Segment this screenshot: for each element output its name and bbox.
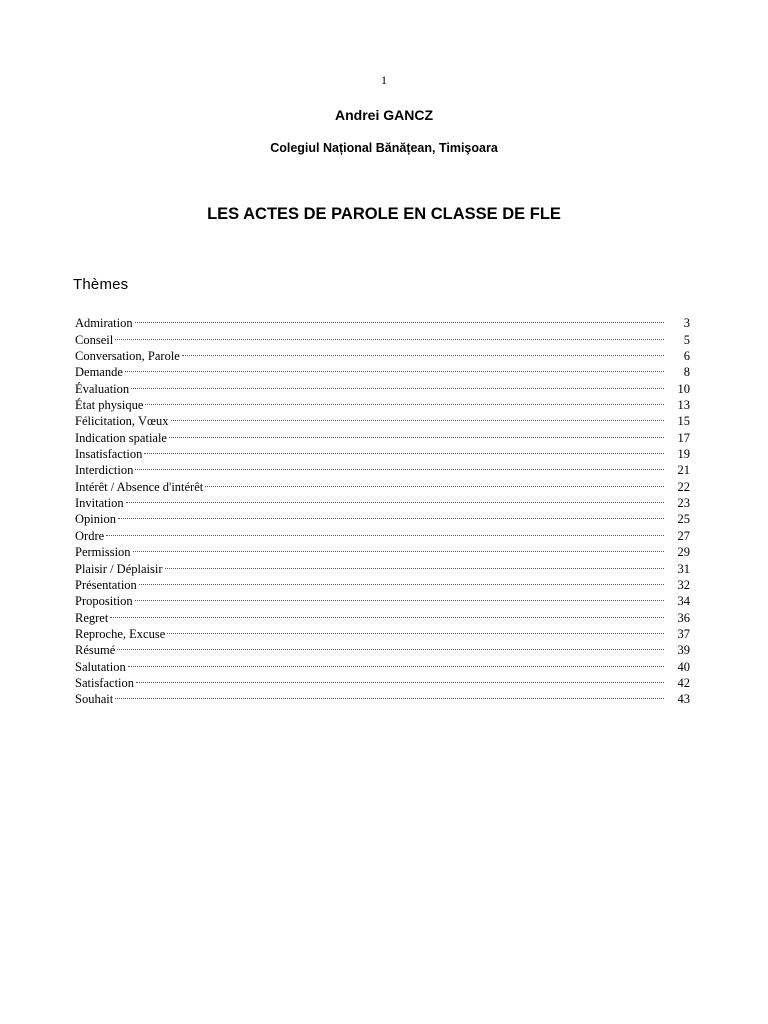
toc-dot-leader [117,638,664,654]
toc-entry[interactable] [75,507,690,527]
toc-dot-leader [144,442,664,458]
toc-dot-leader [135,458,664,474]
toc-entry-label: Félicitation, Vœux [75,414,169,429]
toc-entry[interactable] [75,393,690,413]
toc-entry-label: Satisfaction [75,675,135,690]
toc-dot-leader [125,360,664,376]
toc-dot-leader [126,491,664,507]
toc-entry[interactable] [75,654,690,674]
toc-entry-page: 13 [677,398,690,413]
toc-entry[interactable] [75,622,690,641]
toc-entry-page: 27 [677,528,690,543]
toc-entry-label: Admiration [75,316,133,331]
toc-entry[interactable] [75,409,690,429]
toc-entry[interactable] [75,344,690,364]
toc-entry-label: Ordre [75,528,105,543]
toc-entry[interactable] [75,311,690,331]
toc-dot-leader [165,556,665,572]
toc-entry-label: Présentation [75,577,137,592]
toc-entry-label: Intérêt / Absence d'intérêt [75,479,204,494]
toc-entry[interactable] [75,327,690,347]
toc-entry[interactable] [75,556,690,576]
toc-dot-leader [145,393,664,409]
toc-entry[interactable] [75,442,690,462]
toc-entry-page: 5 [683,332,690,347]
section-heading: Thèmes [73,276,129,293]
toc-entry-page: 17 [677,430,690,445]
toc-entry-label: Proposition [75,594,133,609]
toc-entry[interactable] [75,573,690,592]
toc-entry-label: Interdiction [75,463,134,478]
author-name: Andrei GANCZ [335,107,433,123]
toc-entry-page: 21 [677,463,690,478]
toc-entry[interactable] [75,671,690,690]
toc-entry-page: 42 [677,675,690,690]
toc-entry-page: 10 [677,381,690,396]
toc-dot-leader [133,540,664,556]
toc-dot-leader [205,474,664,490]
toc-entry-page: 19 [677,447,690,462]
toc-entry-label: Salutation [75,659,126,674]
toc-entry-label: Regret [75,610,109,625]
toc-entry-page: 34 [677,594,690,609]
toc-entry-label: Résumé [75,643,116,658]
toc-dot-leader [131,376,664,392]
toc-entry-page: 3 [683,316,690,331]
toc-dot-leader [182,344,664,360]
toc-entry-page: 29 [677,545,690,560]
toc-entry-label: Conseil [75,332,114,347]
toc-entry-page: 40 [677,659,690,674]
toc-entry-page: 32 [677,577,690,592]
toc-entry-label: Évaluation [75,381,130,396]
toc-entry-page: 23 [677,496,690,511]
toc-entry-label: Invitation [75,496,124,511]
toc-entry[interactable] [75,523,690,543]
toc-entry-page: 36 [677,610,690,625]
toc-dot-leader [118,507,664,523]
toc-entry-page: 22 [677,479,690,494]
toc-dot-leader [128,654,664,670]
toc-entry-page: 15 [677,414,690,429]
toc-entry[interactable] [75,458,690,478]
toc-entry-label: Reproche, Excuse [75,626,166,641]
toc-entry[interactable] [75,687,690,707]
toc-entry[interactable] [75,491,690,511]
toc-entry-page: 37 [677,626,690,641]
toc-entry-label: Plaisir / Déplaisir [75,561,163,576]
toc-dot-leader [139,573,664,589]
document-title: LES ACTES DE PAROLE EN CLASSE DE FLE [207,205,561,223]
toc-entry-page: 25 [677,512,690,527]
toc-entry-label: Demande [75,365,123,380]
toc-entry-label: Permission [75,545,131,560]
toc-entry-label: Opinion [75,512,116,527]
institution-name: Colegiul Național Bănățean, Timişoara [270,141,498,155]
toc-dot-leader [136,671,664,687]
toc-entry-label: État physique [75,398,144,413]
toc-dot-leader [110,605,664,621]
toc-entry-label: Insatisfaction [75,447,143,462]
toc-entry-page: 43 [677,692,690,707]
toc-entry[interactable] [75,360,690,380]
toc-entry[interactable] [75,474,690,494]
page-number: 1 [381,73,387,87]
toc-entry[interactable] [75,376,690,396]
toc-dot-leader [169,425,664,441]
toc-entry[interactable] [75,540,690,560]
toc-entry-page: 39 [677,643,690,658]
toc-entry-label: Conversation, Parole [75,349,180,364]
toc-dot-leader [171,409,664,425]
toc-dot-leader [135,589,664,605]
toc-entry-page: 6 [683,349,690,364]
toc-entry-label: Souhait [75,692,114,707]
toc-entry[interactable] [75,589,690,609]
toc-entry[interactable] [75,638,690,658]
toc-dot-leader [167,622,664,638]
toc-entry-page: 8 [683,365,690,380]
toc-entry-page: 31 [677,561,690,576]
toc-dot-leader [115,687,664,703]
toc-entry[interactable] [75,605,690,625]
toc-dot-leader [115,327,664,343]
toc-dot-leader [106,523,664,539]
table-of-contents [75,311,690,707]
toc-entry-label: Indication spatiale [75,430,167,445]
toc-dot-leader [135,311,664,327]
